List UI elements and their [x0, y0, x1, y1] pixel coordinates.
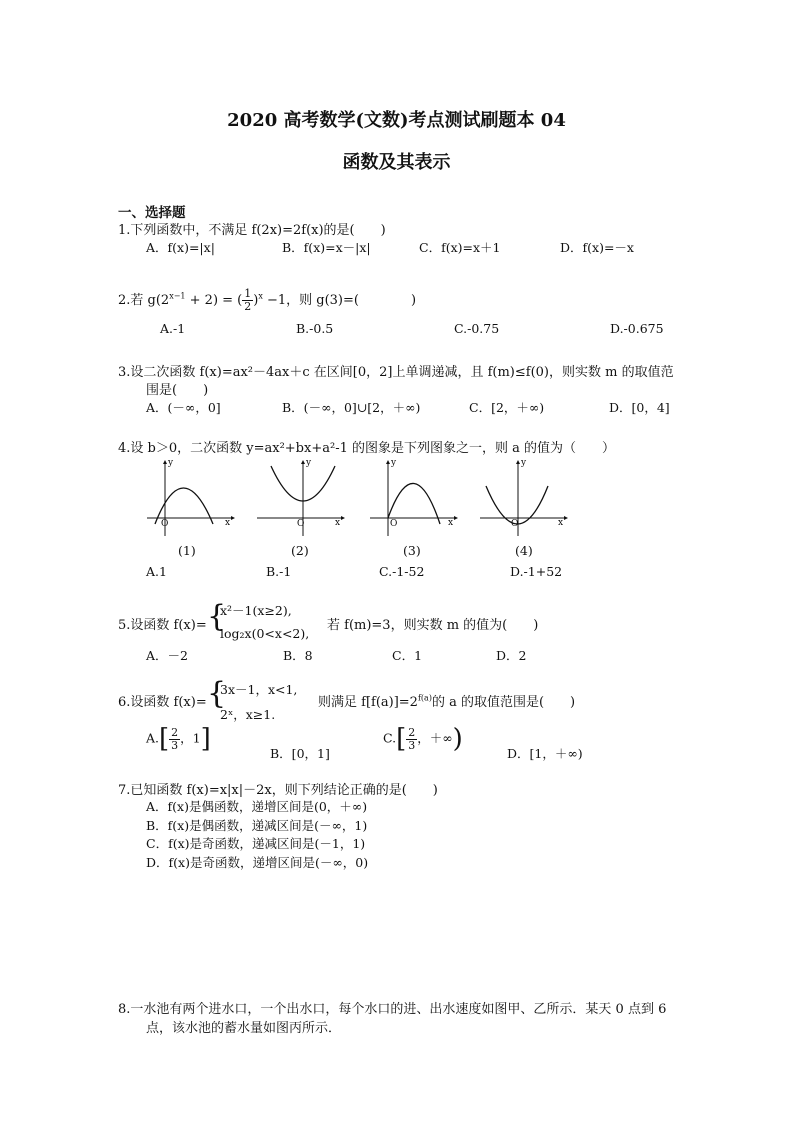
q2-pre: 2.若 g(2	[118, 293, 170, 308]
question-3-option-a: A．(－∞，0]	[146, 400, 221, 415]
graph-3	[368, 458, 460, 538]
graph-1-y-label: y	[168, 458, 174, 468]
question-5-case-1: x²－1(x≥2),	[220, 603, 292, 618]
question-3-option-c: C．[2，＋∞)	[469, 400, 545, 415]
question-3-option-b: B．(－∞，0]∪[2，＋∞)	[282, 400, 421, 415]
graph-2-label: (2)	[291, 543, 309, 558]
graph-2-x-arrow	[341, 516, 345, 520]
graph-1-x-label: x	[225, 518, 231, 528]
question-5-option-c: C．1	[392, 648, 423, 663]
q6-optA-num: 2	[171, 725, 179, 739]
graph-1-y-arrow	[163, 460, 167, 464]
q2-exp2: x	[258, 291, 263, 301]
graph-1-label: (1)	[178, 543, 196, 558]
graph-2-origin: O	[297, 519, 305, 529]
question-6-option-c	[383, 726, 463, 752]
q6-optC-den: 3	[408, 738, 416, 752]
question-5-brace: {	[207, 599, 227, 634]
question-1-stem: 1.下列函数中，不满足 f(2x)=2f(x)的是( )	[118, 223, 386, 238]
q2-fraction	[242, 288, 253, 313]
question-5-option-a: A．－2	[146, 648, 188, 663]
q6-optA-tail: ，1	[180, 730, 201, 746]
question-1-option-a: A．f(x)=|x|	[146, 240, 215, 255]
question-7-option-c: C．f(x)是奇函数，递减区间是(－1，1)	[146, 836, 366, 851]
q6-optA-fraction	[169, 727, 180, 752]
graph-4-label: (4)	[515, 543, 533, 558]
q6-optC-tail: ，＋∞	[417, 730, 453, 746]
question-4-option-a: A.1	[146, 564, 167, 579]
graph-3-origin: O	[390, 519, 398, 529]
question-4-option-b: B.-1	[266, 564, 292, 579]
q6-optA-close: ]	[200, 724, 211, 754]
q6-optC-label: C.	[383, 730, 397, 746]
q2-mid: + 2) = (	[185, 293, 243, 308]
graph-4-x-arrow	[564, 516, 568, 520]
question-6-stem-post	[318, 691, 575, 710]
graph-1-x-arrow	[231, 516, 235, 520]
question-7-stem: 7.已知函数 f(x)=x|x|－2x，则下列结论正确的是( )	[118, 783, 438, 798]
q2-post: )	[253, 293, 259, 308]
q2-exp: x−1	[169, 291, 186, 301]
q2-frac-num: 1	[244, 287, 252, 300]
question-6-option-a	[146, 726, 211, 752]
graph-1	[145, 458, 237, 538]
q6-post-b: 的 a 的取值范围是( )	[431, 695, 576, 710]
q6-optA-label: A.	[146, 730, 160, 746]
graph-2-y-label: y	[306, 458, 312, 468]
q6-optC-open: [	[396, 724, 407, 754]
question-7-option-a: A．f(x)是偶函数，递增区间是(0，＋∞)	[146, 799, 368, 814]
q6-optC-num: 2	[408, 725, 416, 739]
question-4-option-c: C.-1-52	[379, 564, 425, 579]
q6-optC-fraction	[406, 727, 417, 752]
graph-2-y-arrow	[301, 460, 305, 464]
question-4-stem: 4.设 b＞0，二次函数 y=ax²+bx+a²-1 的图象是下列图象之一，则 a 的值为（ ）	[118, 441, 616, 456]
question-8-stem-line2: 点，该水池的蓄水量如图丙所示．	[146, 1021, 342, 1036]
question-5-case-2: log₂x(0<x<2),	[220, 626, 310, 641]
question-3-stem-line2: 围是( )	[146, 383, 209, 398]
question-7-option-b: B．f(x)是偶函数，递减区间是(－∞，1)	[146, 818, 368, 833]
question-1-option-c: C．f(x)=x＋1	[419, 240, 501, 255]
graph-3-label: (3)	[403, 543, 421, 558]
document-title: 2020 高考数学(文数)考点测试刷题本 04	[227, 110, 566, 131]
question-2-option-d: D.-0.675	[610, 321, 664, 336]
question-6-case-1: 3x－1，x<1,	[220, 682, 298, 697]
question-5-option-d: D．2	[496, 648, 527, 663]
question-5-stem-post: 若 f(m)=3，则实数 m 的值为( )	[327, 618, 539, 633]
graph-3-y-arrow	[386, 460, 390, 464]
section-heading: 一、选择题	[118, 205, 186, 221]
q2-end: −1，则 g(3)=( )	[262, 293, 417, 308]
graph-3-y-label: y	[391, 458, 397, 468]
q6-optA-open: [	[159, 724, 170, 754]
question-2-option-b: B.-0.5	[296, 321, 334, 336]
graph-1-origin: O	[161, 519, 169, 529]
graph-3-x-arrow	[454, 516, 458, 520]
q2-frac-den: 2	[244, 300, 252, 313]
graph-4-y-arrow	[516, 460, 520, 464]
question-6-brace: {	[207, 676, 227, 711]
q6-optC-close: )	[452, 724, 463, 754]
question-5-stem-pre: 5.设函数 f(x)=	[118, 618, 207, 633]
question-6-case-2: 2ˣ，x≥1.	[220, 707, 276, 722]
question-2-stem	[118, 288, 416, 313]
question-6-option-b: B．[0，1]	[270, 746, 330, 761]
q6-optA-den: 3	[171, 738, 179, 752]
graph-3-x-label: x	[448, 518, 454, 528]
q6-post-exp: f(a)	[417, 693, 432, 703]
question-5-option-b: B．8	[283, 648, 313, 663]
question-6-option-d: D．[1，＋∞)	[507, 746, 583, 761]
question-1-option-b: B．f(x)=x－|x|	[282, 240, 371, 255]
graph-2	[255, 458, 347, 538]
graph-4-y-label: y	[521, 458, 527, 468]
question-3-option-d: D．[0，4]	[609, 400, 670, 415]
question-2-option-a: A.-1	[160, 321, 186, 336]
graph-4	[478, 458, 570, 538]
question-4-option-d: D.-1+52	[510, 564, 563, 579]
q6-post-a: 则满足 f[f(a)]=2	[318, 695, 418, 710]
question-3-stem-line1: 3.设二次函数 f(x)=ax²－4ax＋c 在区间[0，2]上单调递减，且 f(m)≤f(0)，则实数 m 的取值范	[118, 365, 674, 380]
question-2-option-c: C.-0.75	[454, 321, 500, 336]
question-6-stem-pre: 6.设函数 f(x)=	[118, 695, 207, 710]
question-1-option-d: D．f(x)=－x	[560, 240, 634, 255]
graph-2-x-label: x	[335, 518, 341, 528]
graph-4-x-label: x	[558, 518, 564, 528]
graph-4-origin: O	[511, 519, 519, 529]
question-7-option-d: D．f(x)是奇函数，递增区间是(－∞，0)	[146, 855, 369, 870]
question-8-stem-line1: 8.一水池有两个进水口，一个出水口，每个水口的进、出水速度如图甲、乙所示．某天 0 点到 6	[118, 1002, 667, 1017]
document-subtitle: 函数及其表示	[342, 152, 451, 173]
